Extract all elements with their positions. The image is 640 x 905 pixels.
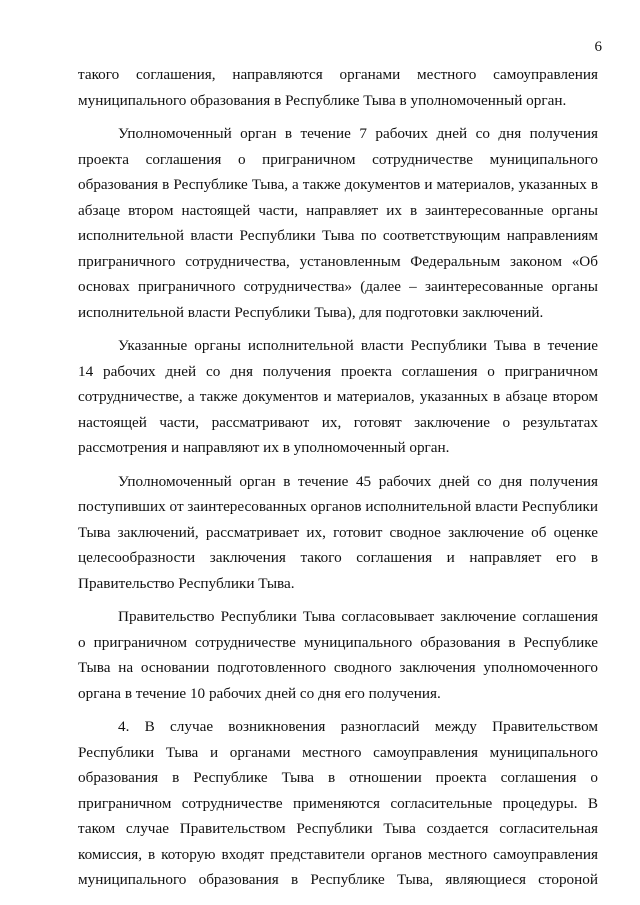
paragraph-line: Тыва на основании подготовленного сводного заключения уполномоченного [78, 659, 598, 676]
paragraph-line: целесообразности заключения такого соглашения и направляет его в [78, 549, 598, 566]
paragraph-line: таком случае Правительством Республики Тыва создается согласительная [78, 820, 598, 837]
paragraph-line: о приграничном сотрудничестве муниципального образования в Республике [78, 633, 598, 651]
paragraph-line: основах приграничного сотрудничества» (далее – заинтересованные органы [78, 278, 598, 295]
paragraph [78, 121, 598, 325]
paragraph-line: такого соглашения, направляются органами местного самоуправления [78, 66, 598, 83]
paragraph-line: абзаце втором настоящей части, направляет их в заинтересованные органы [78, 201, 598, 219]
paragraph-line: проекта соглашения о приграничном сотрудничестве муниципального [78, 150, 598, 168]
paragraph-line: приграничного сотрудничества, установленным Федеральным законом «Об [78, 252, 598, 270]
paragraph-line: Тыва заключений, рассматривает их, готовит сводное заключение об оценке [78, 523, 598, 541]
document-body [78, 62, 598, 901]
paragraph-line: Республики Тыва и органами местного самоуправления муниципального [78, 743, 598, 761]
paragraph-line: Уполномоченный орган в течение 45 рабочих дней со дня получения [118, 472, 598, 490]
paragraph-line: приграничном сотрудничестве применяются согласительные процедуры. В [78, 794, 598, 812]
paragraph-line: образования в Республике Тыва, а также документов и материалов, указанных в [78, 176, 598, 193]
paragraph-line: 14 рабочих дней со дня получения проекта соглашения о приграничном [78, 362, 598, 380]
paragraph-line: Правительство Республики Тыва. [78, 574, 295, 592]
paragraph-line: рассмотрения и направляют их в уполномоченный орган. [78, 439, 450, 456]
paragraph-line: муниципального образования в Республике Тыва, являющиеся стороной [78, 871, 598, 888]
paragraph-line: поступивших от заинтересованных органов исполнительной власти Республики [78, 498, 598, 515]
paragraph-line: сотрудничестве, а также документов и материалов, указанных в абзаце втором [78, 388, 598, 405]
paragraph [78, 62, 598, 113]
paragraph-line: исполнительной власти Республики Тыва), для подготовки заключений. [78, 303, 544, 321]
paragraph-line: муниципального образования в Республике Тыва в уполномоченный орган. [78, 91, 567, 109]
paragraph [78, 469, 598, 597]
paragraph-line: Правительство Республики Тыва согласовывает заключение соглашения [118, 608, 598, 625]
paragraph [78, 333, 598, 461]
paragraph-line: 4. В случае возникновения разногласий между Правительством [118, 718, 598, 735]
paragraph-line: Указанные органы исполнительной власти Республики Тыва в течение [118, 337, 598, 354]
page-number: 6 [594, 39, 602, 55]
paragraph-line: образования в Республике Тыва в отношении проекта соглашения о [78, 769, 598, 786]
paragraph-line: органа в течение 10 рабочих дней со дня его получения. [78, 684, 441, 702]
paragraph-line: Уполномоченный орган в течение 7 рабочих дней со дня получения [118, 125, 598, 142]
paragraph-line: комиссия, в которую входят представители органов местного самоуправления [78, 845, 598, 863]
paragraph-line: настоящей части, рассматривают их, готовят заключение о результатах [78, 413, 598, 431]
paragraph-line: исполнительной власти Республики Тыва по соответствующим направлениям [78, 227, 598, 244]
paragraph [78, 714, 598, 893]
paragraph [78, 604, 598, 706]
